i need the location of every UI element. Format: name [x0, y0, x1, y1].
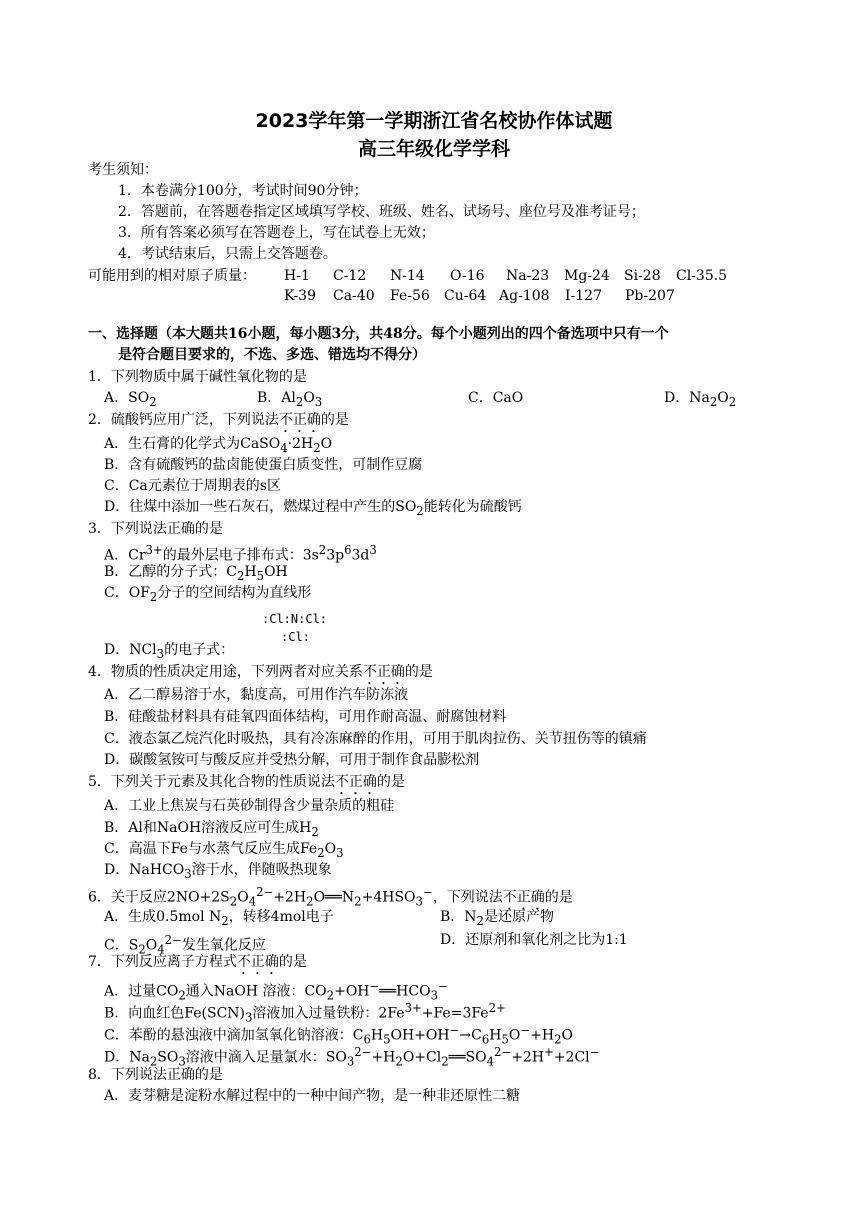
- option-a: A．$Cr^{3+}$的最外层电子排布式：$3s^23p^63d^3$: [104, 543, 377, 564]
- option-d: D．NaHCO$_3$溶于水，伴随吸热现象: [104, 862, 332, 881]
- option-a: A．$SO_2$: [104, 390, 157, 409]
- option-b: B．向血红色$Fe(SCN)_3$溶液加入过量铁粉：$2Fe^{3+}+Fe=3Fe^{2+}$: [104, 1001, 506, 1025]
- option-c: C．苯酚的悬浊液中滴加氢氧化钠溶液：$C_6H_5OH+OH^-\to C_6H_5O^-+H_2O$: [104, 1023, 574, 1047]
- option-d: D．$Na_2SO_3$溶液中滴入足量氯水：$SO_3^{2-}+H_2O+Cl_2══SO_4^{2-}+2H^++2Cl^-$: [104, 1045, 600, 1069]
- option-a: A．过量$CO_2$通入NaOH 溶液：$CO_2+OH^-══HCO_3^-$: [104, 979, 448, 1003]
- question-stem: 4．物质的性质决定用途，下列两者对应关系不正确的是: [88, 664, 433, 680]
- exam-title: 2023学年第一学期浙江省名校协作体试题: [255, 110, 613, 132]
- option-d: D．$Na_2O_2$: [664, 390, 737, 409]
- question-stem: 5．下列关于元素及其化合物的性质说法不正确的是: [88, 774, 405, 790]
- question-stem: 8．下列说法正确的是: [88, 1067, 223, 1083]
- option-d: D．往煤中添加一些石灰石，燃煤过程中产生的$SO_2$能转化为硫酸钙: [104, 499, 522, 518]
- lewis-structure-bottom: :Cl:: [281, 630, 310, 644]
- option-c: C．$OF_2$分子的空间结构为直线形: [104, 585, 312, 604]
- atomic-mass: I-127: [565, 288, 602, 304]
- atomic-mass: Mg-24: [564, 268, 610, 284]
- option-d: D．NCl$_3$的电子式：: [104, 642, 235, 661]
- option-c: C．$S_2O_4^{2-}$发生氧化反应: [104, 933, 266, 957]
- option-c: C．Ca元素位于周期表的s区: [104, 478, 281, 494]
- option-c: C．CaO: [468, 390, 524, 406]
- notice-heading: 考生须知：: [88, 162, 158, 178]
- option-a: A．生成0.5mol $N_2$，转移4mol电子: [104, 909, 334, 928]
- atomic-mass: O-16: [450, 268, 485, 284]
- notice-item: 1．本卷满分100分，考试时间90分钟；: [118, 183, 368, 199]
- question-stem: 3．下列说法正确的是: [88, 521, 223, 537]
- option-b: B．含有硫酸钙的盐卤能使蛋白质变性，可制作豆腐: [104, 457, 423, 473]
- notice-item: 2．答题前，在答题卷指定区域填写学校、班级、姓名、试场号、座位号及准考证号；: [118, 204, 645, 220]
- atomic-mass: Cl-35.5: [676, 268, 728, 284]
- option-d: D．碳酸氢铵可与酸反应并受热分解，可用于制作食品膨松剂: [104, 752, 480, 768]
- option-c: C．液态氯乙烷汽化时吸热，具有冷冻麻醉的作用，可用于肌肉拉伤、关节扭伤等的镇痛: [104, 731, 647, 747]
- section-heading-cont: 是符合题目要求的，不选、多选、错选均不得分）: [118, 347, 426, 363]
- question-stem: 6．关于反应$2NO+2S_2O_4^{2-}+2H_2O══N_2+4HSO_3^-$，下列说法不正确的是: [88, 885, 573, 909]
- option-b: B．$N_2$是还原产物: [440, 909, 554, 928]
- atomic-masses-label: 可能用到的相对原子质量：: [88, 268, 256, 284]
- atomic-mass: Fe-56: [390, 288, 430, 304]
- atomic-mass: Na-23: [506, 268, 550, 284]
- atomic-mass: C-12: [333, 268, 367, 284]
- atomic-mass: Ag-108: [499, 288, 550, 304]
- atomic-mass: K-39: [284, 288, 316, 304]
- exam-subtitle: 高三年级化学学科: [357, 138, 510, 160]
- atomic-mass: N-14: [390, 268, 425, 284]
- option-b: B．硅酸盐材料具有硅氧四面体结构，可用作耐高温、耐腐蚀材料: [104, 709, 507, 725]
- atomic-mass: Cu-64: [444, 288, 487, 304]
- option-b: B．$Al_2O_3$: [257, 390, 323, 409]
- atomic-mass: Pb-207: [625, 288, 675, 304]
- atomic-mass: Ca-40: [333, 288, 375, 304]
- option-d: D．还原剂和氧化剂之比为1:1: [440, 932, 628, 948]
- section-heading: 一、选择题（本大题共16小题，每小题3分，共48分。每个小题列出的四个备选项中只有一个: [88, 326, 669, 342]
- notice-item: 3．所有答案必须写在答题卷上，写在试卷上无效；: [118, 225, 435, 241]
- atomic-mass: Si-28: [624, 268, 661, 284]
- option-a: A．麦芽糖是淀粉水解过程中的一种中间产物，是一种非还原性二糖: [104, 1088, 521, 1104]
- lewis-structure-top: :Cl:N:Cl:: [262, 612, 328, 626]
- notice-item: 4．考试结束后，只需上交答题卷。: [118, 246, 337, 262]
- option-a: A．生石膏的化学式为$CaSO_4\cdot 2H_2O$: [104, 436, 333, 455]
- option-b: B．Al和NaOH溶液反应可生成$H_2$: [104, 820, 319, 839]
- question-stem: 7．下列反应离子方程式不正确的是: [88, 954, 307, 970]
- question-stem: 2．硫酸钙应用广泛，下列说法不正确的是: [88, 412, 349, 428]
- question-stem: 1．下列物质中属于碱性氧化物的是: [88, 369, 307, 385]
- option-b: B．乙醇的分子式：$C_2H_5OH$: [104, 564, 288, 583]
- atomic-mass: H-1: [284, 268, 310, 284]
- option-a: A．工业上焦炭与石英砂制得含少量杂质的粗硅: [104, 798, 395, 814]
- option-a: A．乙二醇易溶于水，黏度高，可用作汽车防冻液: [104, 687, 409, 703]
- option-c: C．高温下Fe与水蒸气反应生成$Fe_2O_3$: [104, 841, 344, 860]
